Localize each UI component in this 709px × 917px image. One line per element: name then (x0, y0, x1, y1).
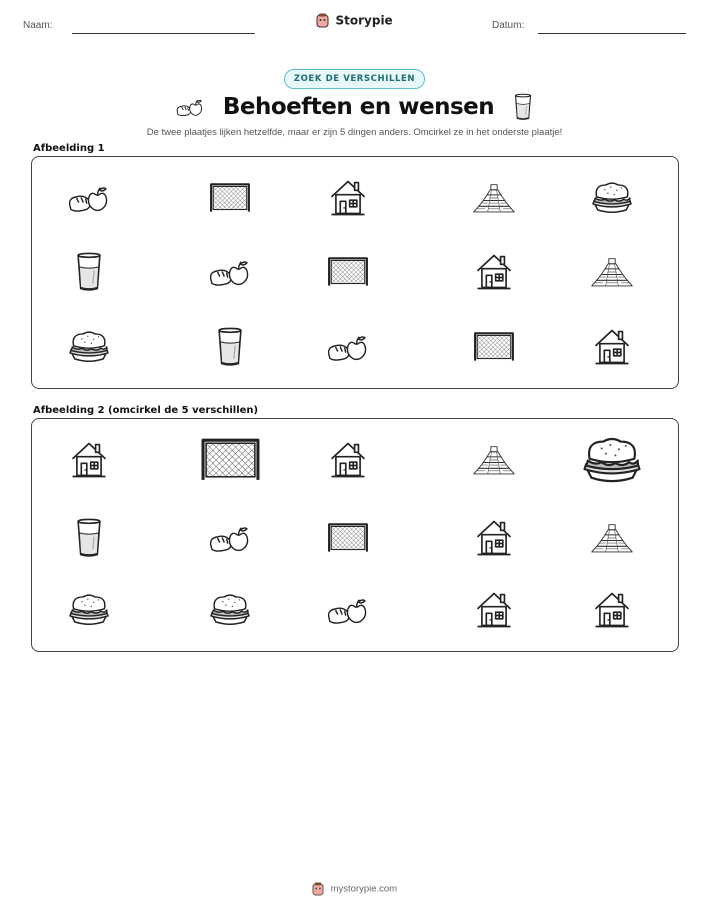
bread-apple-icon (325, 593, 371, 627)
picture1-label: Afbeelding 1 (33, 143, 105, 154)
title-row (0, 91, 709, 123)
pyramid-icon (468, 441, 520, 479)
bread-apple-icon (207, 521, 253, 555)
bread-apple-icon (66, 181, 112, 215)
brand (0, 13, 709, 28)
house-icon (326, 176, 370, 220)
bread-apple-icon (175, 95, 205, 119)
picture1-cell[interactable] (454, 315, 534, 379)
picture2-cell[interactable] (454, 428, 534, 492)
water-glass-icon (73, 515, 105, 561)
picture1-cell[interactable] (49, 166, 129, 230)
picture1-cell[interactable] (572, 315, 652, 379)
picture2-cell[interactable] (572, 506, 652, 570)
water-glass-icon (512, 92, 534, 122)
house-icon (590, 588, 634, 632)
picture1-cell[interactable] (190, 315, 270, 379)
picture2-cell[interactable] (572, 578, 652, 642)
date-line (538, 33, 686, 34)
picture1-cell[interactable] (454, 166, 534, 230)
pyramid-icon (586, 519, 638, 557)
house-icon (67, 438, 111, 482)
picture2-cell[interactable] (190, 578, 270, 642)
picture1-cell[interactable] (190, 240, 270, 304)
soccer-goal-icon (327, 522, 369, 554)
house-icon (472, 250, 516, 294)
soccer-goal-icon (327, 256, 369, 288)
picture2-cell[interactable] (190, 506, 270, 570)
house-icon (472, 516, 516, 560)
soccer-goal-icon (200, 437, 261, 483)
sandwich-icon (577, 433, 647, 488)
name-label: Naam: (23, 20, 53, 31)
picture1-cell[interactable] (308, 315, 388, 379)
bread-apple-icon (325, 330, 371, 364)
picture1-cell[interactable] (572, 240, 652, 304)
name-line (72, 33, 255, 34)
storypie-logo-icon (312, 882, 324, 896)
water-glass-icon (73, 249, 105, 295)
storypie-logo-icon (316, 13, 329, 28)
picture2-cell[interactable] (49, 428, 129, 492)
house-icon (590, 325, 634, 369)
picture1-cell[interactable] (308, 166, 388, 230)
picture2-cell[interactable] (572, 428, 652, 492)
picture2-cell[interactable] (454, 506, 534, 570)
soccer-goal-icon (473, 331, 515, 363)
picture2-label: Afbeelding 2 (omcirkel de 5 verschillen) (33, 405, 259, 416)
instructions: De twee plaatjes lijken hetzelfde, maar er zijn 5 dingen anders. Omcirkel ze in het onderste plaatje! (146, 127, 563, 138)
sandwich-icon (588, 179, 636, 217)
sandwich-icon (65, 591, 113, 629)
picture1-cell[interactable] (190, 166, 270, 230)
sandwich-icon (206, 591, 254, 629)
picture2-cell[interactable] (308, 428, 388, 492)
picture1-cell[interactable] (454, 240, 534, 304)
pyramid-icon (468, 179, 520, 217)
picture1-cell[interactable] (49, 240, 129, 304)
picture2-cell[interactable] (308, 578, 388, 642)
activity-badge: ZOEK DE VERSCHILLEN (284, 69, 425, 89)
pyramid-icon (586, 253, 638, 291)
picture1-cell[interactable] (49, 315, 129, 379)
sandwich-icon (65, 328, 113, 366)
bread-apple-icon (207, 255, 253, 289)
house-icon (472, 588, 516, 632)
picture2-cell[interactable] (49, 506, 129, 570)
date-label: Datum: (492, 20, 525, 31)
picture2-cell[interactable] (308, 506, 388, 570)
house-icon (326, 438, 370, 482)
footer-url: mystorypie.com (330, 883, 398, 895)
soccer-goal-icon (209, 182, 251, 214)
picture2-cell[interactable] (49, 578, 129, 642)
picture1-cell[interactable] (572, 166, 652, 230)
picture2-cell[interactable] (454, 578, 534, 642)
footer (0, 882, 709, 896)
brand-name: Storypie (335, 13, 393, 28)
water-glass-icon (214, 324, 246, 370)
page-title: Behoeften en wensen (222, 94, 495, 120)
picture2-cell[interactable] (190, 428, 270, 492)
picture1-cell[interactable] (308, 240, 388, 304)
